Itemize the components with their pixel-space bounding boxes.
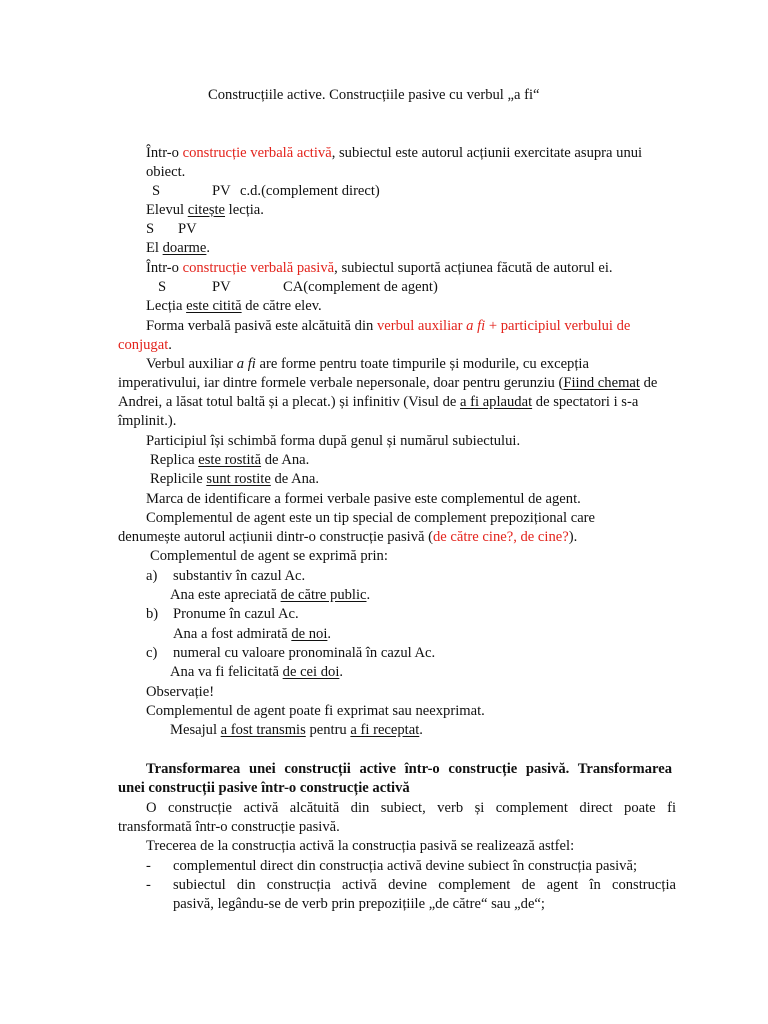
paragraph-agent-line-1: Complementul de agent este un tip special de complement prepozițional care bbox=[146, 510, 596, 526]
section-heading-line-1: Transformarea unei construcții active într-o construcție pasivă. Transformarea bbox=[146, 761, 672, 777]
example-singular: Replica este rostită de Ana. bbox=[150, 452, 310, 468]
paragraph-transform-line-2: transformată într-o construcție pasivă. bbox=[118, 819, 340, 835]
paragraph-steps-intro: Trecerea de la construcția activă la construcția pasivă se realizează astfel: bbox=[146, 838, 575, 854]
paragraph-auxiliary-line-3: Andrei, a lăsat totul baltă și a plecat.) și infinitiv (Visul de a fi aplaudat de spectatori i s-a bbox=[118, 394, 639, 410]
example-intransitive-sentence: El doarme. bbox=[146, 240, 211, 256]
paragraph-auxiliary-line-1: Verbul auxiliar a fi are forme pentru toate timpurile și modurile, cu excepția bbox=[146, 356, 589, 372]
observation-label: Observație! bbox=[146, 684, 215, 700]
list-item-pronoun: Pronume în cazul Ac. bbox=[173, 606, 299, 622]
document-title: Construcțiile active. Construcțiile pasive cu verbul „a fi“ bbox=[208, 87, 540, 103]
label-pv: PV bbox=[212, 279, 231, 295]
list-marker: c) bbox=[146, 645, 158, 661]
label-s: S bbox=[146, 221, 155, 237]
list-item-numeral: numeral cu valoare pronominală în cazul Ac. bbox=[173, 645, 436, 661]
paragraph-passive-form-line-1: Forma verbală pasivă este alcătuită din verbul auxiliar a fi + participiul verbului de bbox=[146, 318, 631, 334]
paragraph-mark: Marca de identificare a formei verbale pasive este complementul de agent. bbox=[146, 491, 581, 507]
term-passive-construction: construcție verbală pasivă bbox=[182, 260, 335, 276]
paragraph-auxiliary-line-4: împlinit.). bbox=[118, 413, 177, 429]
dash-marker: - bbox=[146, 858, 151, 874]
term-active-construction: construcție verbală activă bbox=[182, 145, 332, 161]
dash-item-direct-object: complementul direct din construcția activă devine subiect în construcția pasivă; bbox=[173, 858, 638, 874]
list-example-noun: Ana este apreciată de către public. bbox=[170, 587, 371, 603]
dash-marker: - bbox=[146, 877, 151, 893]
paragraph-expressed-or-not: Complementul de agent poate fi exprimat sau neexprimat. bbox=[146, 703, 485, 719]
paragraph-active-line-2: obiect. bbox=[146, 164, 186, 180]
label-pv: PV bbox=[178, 221, 197, 237]
list-marker: a) bbox=[146, 568, 158, 584]
dash-item-subject-line-2: pasivă, legându-se de verb prin prepozițiile „de către“ sau „de“; bbox=[173, 896, 545, 912]
agent-questions: de către cine?, de cine? bbox=[433, 529, 569, 545]
example-active-sentence: Elevul citește lecția. bbox=[146, 202, 264, 218]
section-heading-line-2: unei construcții pasive într-o construcție activă bbox=[118, 780, 410, 796]
list-item-noun: substantiv în cazul Ac. bbox=[173, 568, 306, 584]
dash-item-subject-line-1: subiectul din construcția activă devine complement de agent în construcția bbox=[173, 877, 676, 893]
paragraph-active-line-1: Într-o construcție verbală activă, subiectul este autorul acțiunii exercitate asupra unui bbox=[146, 145, 643, 161]
paragraph-agent-line-2: denumește autorul acțiunii dintr-o construcție pasivă (de către cine?, de cine?). bbox=[118, 529, 578, 545]
paragraph-expressed-by: Complementul de agent se exprimă prin: bbox=[150, 548, 388, 564]
list-example-numeral: Ana va fi felicitată de cei doi. bbox=[170, 664, 344, 680]
label-ca: CA(complement de agent) bbox=[283, 279, 438, 295]
paragraph-passive-form-line-2: conjugat. bbox=[118, 337, 172, 353]
paragraph-auxiliary-line-2: imperativului, iar dintre formele verbale nepersonale, doar pentru gerunziu (Fiind chemat de bbox=[118, 375, 658, 391]
example-unexpressed-agent: Mesajul a fost transmis pentru a fi receptat. bbox=[170, 722, 423, 738]
list-marker: b) bbox=[146, 606, 159, 622]
example-plural: Replicile sunt rostite de Ana. bbox=[150, 471, 320, 487]
label-cd: c.d.(complement direct) bbox=[240, 183, 380, 199]
label-pv: PV bbox=[212, 183, 231, 199]
list-example-pronoun: Ana a fost admirată de noi. bbox=[173, 626, 332, 642]
paragraph-passive: Într-o construcție verbală pasivă, subiectul suportă acțiunea făcută de autorul ei. bbox=[146, 260, 613, 276]
label-s: S bbox=[158, 279, 167, 295]
paragraph-transform-line-1: O construcție activă alcătuită din subiect, verb și complement direct poate fi bbox=[146, 800, 676, 816]
paragraph-participle: Participiul își schimbă forma după genul și numărul subiectului. bbox=[146, 433, 521, 449]
example-passive-sentence: Lecția este citită de către elev. bbox=[146, 298, 322, 314]
label-s: S bbox=[152, 183, 161, 199]
